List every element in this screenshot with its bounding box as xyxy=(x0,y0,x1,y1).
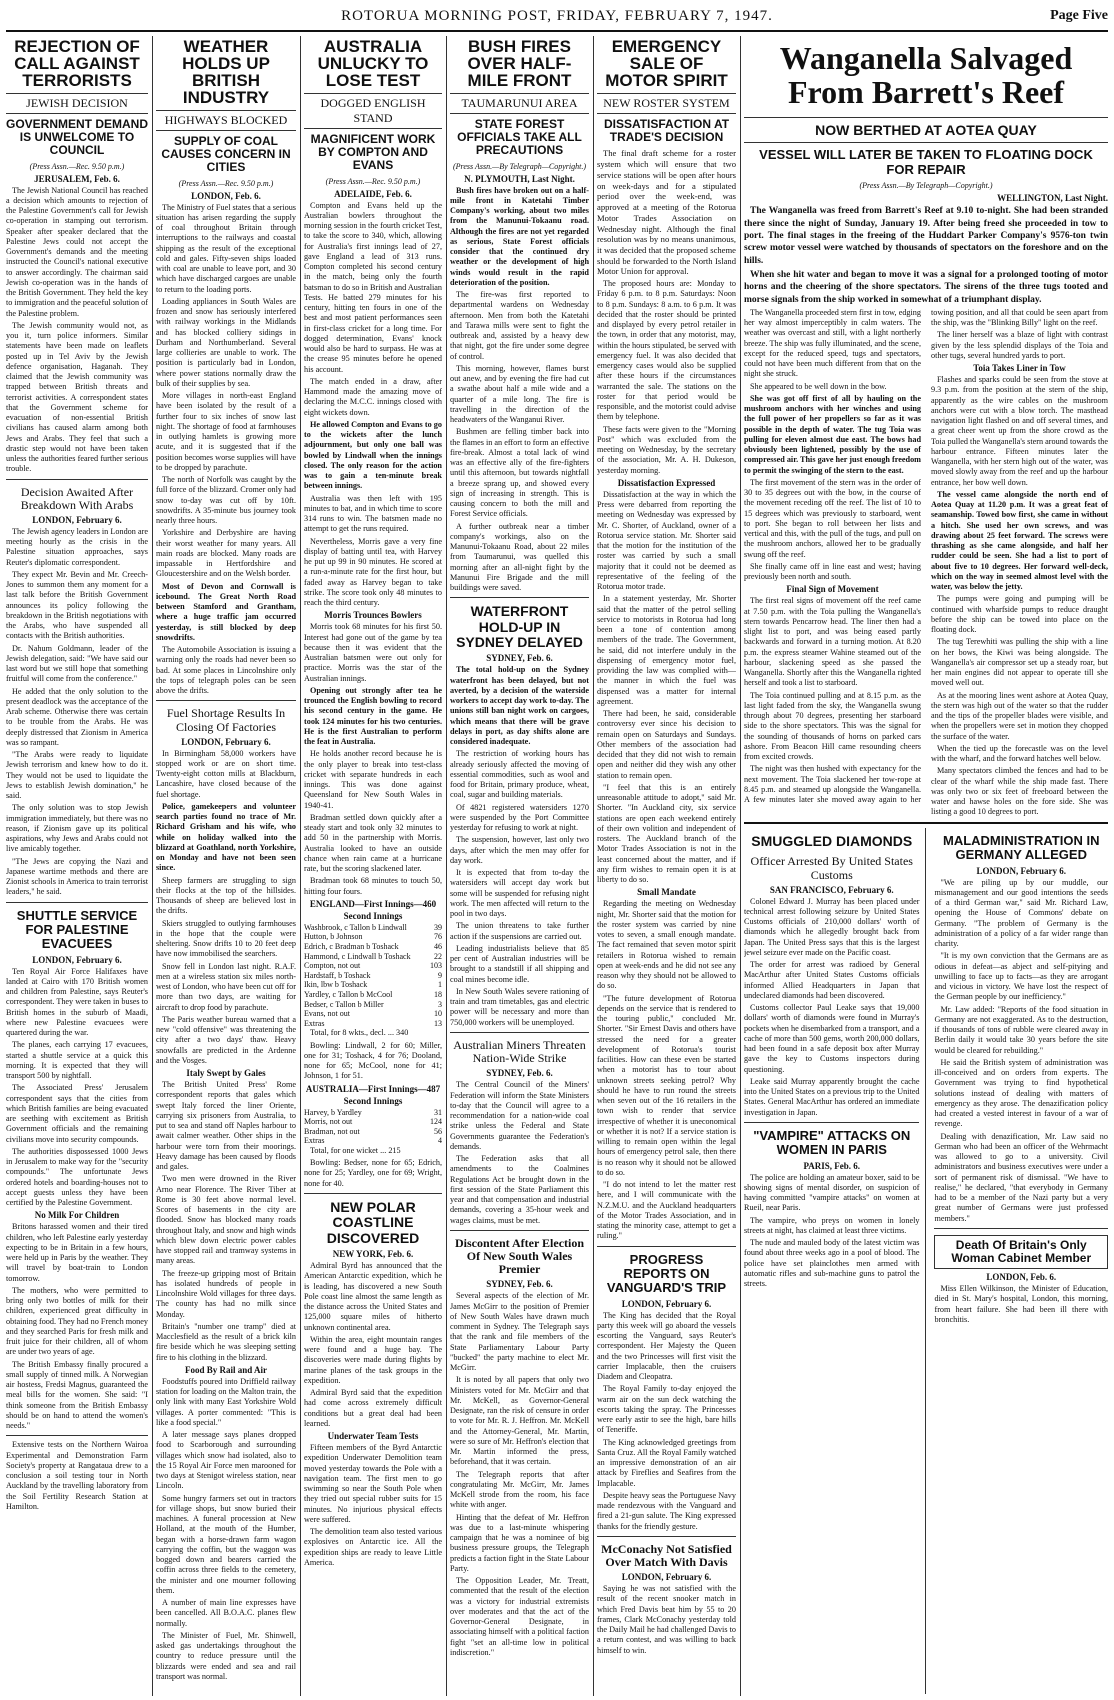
paragraph: Britain's "number one tramp" died at Macclesfield as the result of a brick kiln fire beside which he was sleeping setting fire to his clothing in the blizzard. xyxy=(156,1321,296,1362)
divider xyxy=(156,700,296,701)
paragraph: The pumps were going and pumping will be continued with wharfside pumps to reduce draught before the ship can be towed into place on the floating dock. xyxy=(931,594,1108,635)
paragraph: The authorities dispossessed 1000 Jews in Jerusalem to make way for the "security compounds." The unfortunate Jews ordered hotels and boarding-houses not to accept guests unless they have been certified by the Palestine Government. xyxy=(6,1146,148,1208)
article-subhead: NEW ROSTER SYSTEM xyxy=(597,93,736,114)
paragraph: Some hungry farmers set out in tractors for village shops, but snow buried their machines. A funeral procession at New Holland, at the mouth of the Humber, began with a horse-drawn farm wagon carrying the coffin, but the waggon was bogged down and bearers carried the coffin across three fields to the cemetery, the minister and one mourner following them. xyxy=(156,1493,296,1595)
paragraph: The Jewish National Council has reached a decision which amounts to rejection of the Palestine Government's call for Jewish co-operation in stamping out terrorism. Speaker after speaker declared that the Palestine Jews could not accept the Government's demands and the meeting instructed the Council's national executive to answer accordingly. The chairman said Jewish co-operation was in the hands of the British Government. They held the key to immigration and the peaceful solution of the Palestine problem. xyxy=(6,185,148,318)
article-subhead: TAUMARUNUI AREA xyxy=(450,93,589,114)
paragraph: Yorkshire and Derbyshire are having their worst weather for many years. All main roads are blocked. Many roads are impassable in Hertfordshire and Gloucestershire and on the Welsh border. xyxy=(156,528,296,579)
paragraph: Dr. Nahum Goldmann, leader of the Jewish delegation, said: "We have said our last word but we still hope that something fruitful will come from the conference." xyxy=(6,643,148,684)
runs: 22 xyxy=(434,951,442,961)
dateline: NEW YORK, Feb. 6. xyxy=(332,1249,414,1260)
batsman: Morris, not out xyxy=(304,1117,353,1127)
section-subhead: Morris Trounces Bowlers xyxy=(324,610,422,621)
paragraph: "I feel that this is an entirely unreasonable attitude to adopt," said Mr. Shorter. "In Auckland city, six service stations are open each weekend entirely of their own volition and independent of rosters. The Auckland branch of the Motor Trades Association is not in the least concerned about the matter, and if any firm wishes to remain open it is at liberty to do so. xyxy=(597,782,736,885)
runs: 18 xyxy=(434,989,442,999)
paragraph: It is noted by all papers that only two Ministers voted for Mr. McGirr and that Mr. McKell, as Governor-General Designate, ran the risk of censure in order to vote for Mr. R. J. Heffron. Mr. McKell and the Attorney-General, Mr. Martin, were so sure of Mr. Heffron's election that Mr. Martin informed the press, beforehand, that it was certain. xyxy=(450,1375,589,1467)
column-5 xyxy=(597,38,736,1694)
article-subhead: Fuel Shortage Results In Closing Of Factories xyxy=(166,706,286,734)
divider xyxy=(450,1032,589,1033)
paragraph: In Birmingham 58,000 workers have stopped work or are on short time. Twenty-eight cotton mills at Blackburn, Lancashire, have closed because of the fuel shortage. xyxy=(156,748,296,799)
paragraph: Skiers struggled to outlying farmhouses in the hope that the couple were sheltering. Snow drifts 10 to 20 feet deep have now immobilised the searchers. xyxy=(156,918,296,959)
masthead-title: ROTORUA MORNING POST, FRIDAY, FEBRUARY 7, 1947. xyxy=(341,8,773,24)
runs: 10 xyxy=(434,1009,442,1019)
paragraph: Leake said Murray apparently brought the cache into the United States on a previous trip to the United States. General MacArthur has ordered an immediate investigation in Japan. xyxy=(744,1076,920,1117)
paragraph: The Jewish agency leaders in London are meeting hourly as the crisis in the Palestine situation approaches, says Reuter's diplomatic correspondent. xyxy=(6,526,148,567)
section-subhead: Final Sign of Movement xyxy=(786,584,879,595)
article-subhead: Officer Arrested By United States Customs xyxy=(750,854,913,882)
score-row xyxy=(304,923,442,933)
dateline: LONDON, Feb. 6. xyxy=(986,1272,1057,1283)
article-headline: AUSTRALIA UNLUCKY TO LOSE TEST xyxy=(317,38,429,90)
paragraph: "The future development of Rotorua depends on the service that is rendered to the touring public," concluded Mr. Shorter. "Sir Ernest Davis and others have stressed the need for a greater development of Rotorua's tourist facilities. How can these even be started when a motorist has to tour about unknown streets seeking petrol? Why should he have to run round the streets when seven out of the 16 retailers in the town wish to render that service irrespective of whether it is uneconomical or whether it is not? If a service station is willing to remain open within the legal hours of emergency petrol sale, then there is no reason why it should not be allowed to do so. xyxy=(597,993,736,1177)
scorecard-total: Total, for one wicket ... 215 xyxy=(310,1145,401,1155)
paragraph: The tug Terewhiti was pulling the ship with a line on her bows, the Kiwi was being alongside. The Wanganella's air compressor set up a steady roar, but her main engines did not appear to operate till she moved well out. xyxy=(931,637,1108,688)
germany-story xyxy=(934,828,1108,1694)
paragraph: The Jewish community would not, as you it, turn police informers. Similar statements have been made on leaflets posted up in Tel Aviv by the Jewish defence organisation, Haganah. They claimed that the Jewish community was trapped between British threats and terrorist activities. A correspondent states that the Government scheme for evacuation of non-essential British civilians has caused alarm among both Jews and Arabs. They feel that such a drastic step would not have been taken unless the authorities feared further serious trouble. xyxy=(6,320,148,474)
column-rule xyxy=(593,36,594,1696)
paragraph: The planes, each carrying 17 evacuees, started a shuttle service at a quick this morning. It is expected that they will transport 500 by nightfall. xyxy=(6,1040,148,1081)
paragraph: The fire-was first reported to departmental wardens on Wednesday afternoon. Men from both the Katetahi and Tarawa mills were sent to fight the outbreak and, assisted by a heavy dew that night, got the fire under some degree of control. xyxy=(450,290,589,361)
paragraph: Mr. Law added: "Reports of the food situation in Germany are not exaggerated. As to the destruction, if thousands of tons of rubble were cleared away in Berlin daily it would take 30 years before the site would be cleared for rebuilding." xyxy=(934,1004,1108,1055)
scorecard-total: Total, for 8 wkts., decl. ... 340 xyxy=(310,1028,409,1038)
article-deck: DISSATISFACTION AT TRADE'S DECISION xyxy=(603,117,730,145)
bowling-figures: Bowling: Bedser, none for 65; Edrich, none for 25; Yardley, one for 69; Wright, none for 40. xyxy=(304,1158,442,1188)
dateline: SYDNEY, Feb. 6. xyxy=(486,653,553,664)
runs: 1 xyxy=(438,980,442,990)
scorecard-subtitle: Second Innings xyxy=(343,1095,403,1106)
paragraph: The order for arrest was radioed by General MacArthur after United States Customs officials informed Allied Headquarters in Japan that undeclared diamonds had been discovered. xyxy=(744,960,920,1000)
score-row xyxy=(304,1108,442,1118)
column-rule xyxy=(446,36,447,1696)
runs: 3 xyxy=(438,999,442,1009)
article-subhead: JEWISH DECISION xyxy=(6,93,148,114)
lead-deck: NOW BERTHED AT AOTEA QUAY xyxy=(815,122,1037,139)
score-row xyxy=(304,942,442,952)
paragraph: The Federation asks that all amendments to the Coalmines Regulations Act be brought down in the first session of the State Parliament this year and that compensation and industrial demands, covering a 35-hour week and wages claims, must be met. xyxy=(450,1154,589,1225)
paragraph: She was got off first of all by hauling on the mushroom anchors with her winches and using the full power of her propellers so far as it was possible in the depth of water. The tug Toia was pulling for eleven almost due east. The bows had obviously been lightened, possibly by the use of compressed air. This gave her just enough freedom to permit the swinging of the stern to the east. xyxy=(744,393,921,475)
paragraph: Morris took 68 minutes for his first 50. Interest had gone out of the game by tea because then it was evident that the Australian batsmen were out only for practice. Morris was the star of the Australian innings. xyxy=(304,622,442,683)
paragraph: Bradman settled down quickly after a steady start and took only 32 minutes to add 50 in the partnership with Morris. Australia looked to have an outside chance when rain came at a hurricane rate, but the scoring slackened later. xyxy=(304,812,442,874)
paragraph: Two men were drowned in the River Arno near Florence. The River Tiber at Rome is 30 feet above normal level. Scores of basements in the city are flooded. Snow has blocked many roads throughout Italy, and snow and high winds which blew down electric power cables have stopped rail and tramway systems in many areas. xyxy=(156,1174,296,1266)
page-number: Page Five xyxy=(1050,8,1108,23)
dateline: LONDON, February 6. xyxy=(621,1572,712,1583)
divider xyxy=(6,479,148,480)
runs: 4 xyxy=(438,1136,442,1146)
lead-deck: VESSEL WILL LATER BE TAKEN TO FLOATING DOCK FOR REPAIR xyxy=(759,147,1093,178)
score-row xyxy=(304,1000,442,1010)
article-headline: SMUGGLED DIAMONDS xyxy=(751,832,913,849)
paragraph: Despite heavy seas the Portuguese Navy made rendezvous with the Vanguard and fired a 21-gun salute. The King expressed thanks for the friendly gesture. xyxy=(597,1490,736,1531)
paragraph: In a statement yesterday, Mr. Shorter said that the matter of the petrol selling service to motorists in Rotorua had long been a tone of contention among members of the trade. The Government, he said, did not interfere unduly in the dispensing of emergency motor fuel, providing the law was complied with—the manner in which the fuel was dispensed was a matter for internal agreement. xyxy=(597,594,736,706)
scorecard-title: ENGLAND—First Innings—460 xyxy=(309,898,437,909)
batsman: Washbrook, c Tallon b Lindwall xyxy=(304,922,407,932)
divider xyxy=(597,1246,736,1247)
byline: (Press Assn.—By Telegraph—Copyright.) xyxy=(452,161,587,171)
paragraph: Dealing with denazification, Mr. Law said no German who had been an officer of the Wehrmacht was allowed to go to a university. Civil administrators and business executives were under a sort of permanent risk of dismissal. "We have to realise," he declared, "that everybody in Germany had to be a member of the Nazi party but a very great number of Germans were just professed members." xyxy=(934,1131,1108,1223)
runs: 13 xyxy=(434,1018,442,1028)
dateline: WELLINGTON, Last Night. xyxy=(997,193,1108,204)
paragraph: "It is my own conviction that the Germans are as odious in defeat—as abject and self-pitying and unwilling to face up to facts—as they are arrogant and vicious in victory. We have lost the respect of the German people by our inefficiency." xyxy=(934,951,1108,1002)
section-subhead: Dissatisfaction Expressed xyxy=(617,477,716,488)
divider xyxy=(744,1122,919,1123)
divider xyxy=(744,822,1108,824)
scorecard-england xyxy=(304,923,442,1029)
score-row xyxy=(304,1009,442,1019)
score-row xyxy=(304,932,442,942)
batsman: Hutton, b Johnson xyxy=(304,932,363,942)
section-subhead: Toia Takes Liner in Tow xyxy=(973,363,1066,374)
score-row xyxy=(304,1019,442,1029)
paragraph: Australia was then left with 195 minutes to bat, and in which time to score 314 runs to win. The batsmen made no attempt to get the runs required. xyxy=(304,493,442,534)
paragraph: Dissatisfaction at the way in which the Press were debarred from reporting the meeting on Wednesday was expressed by Mr. C. Shorter, of Auckland, owner of a Rotorua service station. Mr. Shorter said that the motion for the institution of the roster was carried by such a small majority that it could not be deemed as representative of the feeling of the Rotorua motor trade. xyxy=(597,489,736,592)
paragraph: The Telegraph reports that after congratulating Mr. McGirr, Mr. James McKell strode from the room, his face white with anger. xyxy=(450,1469,589,1510)
batsman: Ikin, lbw b Toshack xyxy=(304,980,368,990)
runs: 31 xyxy=(434,1107,442,1117)
runs: 9 xyxy=(438,970,442,980)
paragraph: The north of Norfolk was caught by the full force of the blizzard. Cromer only had snow to-day was cut off by 10ft. snowdrifts. A 35-minute bus journey took nearly three hours. xyxy=(156,475,296,526)
paragraph: Saying he was not satisfied with the result of the recent snooker match in which Fred Davis beat him by 55 to 20 frames, Clark McConachy yesterday told the Daily Mail he had challenged Davis to a return contest, and was willing to back himself to win. xyxy=(597,1584,736,1655)
article-headline: PROGRESS REPORTS ON VANGUARD'S TRIP xyxy=(606,1251,727,1296)
paragraph: A later message says planes dropped food to Scarborough and surrounding villages which snow had isolated, also to the 15 Royal Air Force men marooned for two days at Stenigot wireless station, near Lincoln. xyxy=(156,1430,296,1491)
column-rule xyxy=(740,36,741,1696)
divider xyxy=(6,1435,148,1436)
divider xyxy=(934,1228,1108,1229)
paragraph: The vessel came alongside the north end of Aotea Quay at 11.20 p.m. It was a great feat of seamanship. Towed bow first, she came in without a hitch. She used her own screws, and was drawing about 25 feet forward. The screws were thrashing as she came alongside, and half her rudder could be seen. She had a list to port of about five to 10 degrees. Her forward well-deck, which on the way in seemed almost level with the water, was below the jetty. xyxy=(931,489,1108,592)
article-subhead: Discontent After Election Of New South Wales Premier xyxy=(454,1235,585,1277)
paragraph: The freeze-up gripping most of Britain has isolated hundreds of people in Lincolnshire Wold villages for three days. The county has had no milk since Monday. xyxy=(156,1268,296,1319)
lead-body xyxy=(744,308,1108,818)
article-headline: WEATHER HOLDS UP BRITISH INDUSTRY xyxy=(182,38,270,107)
runs: 56 xyxy=(434,1126,442,1136)
section-subhead: Food By Rail and Air xyxy=(184,1364,267,1375)
article-subhead: DOGGED ENGLISH STAND xyxy=(304,93,442,129)
article-headline: NEW POLAR COASTLINE DISCOVERED xyxy=(326,1198,420,1246)
column-4 xyxy=(450,38,589,1694)
paragraph: Britons harassed women and their tired children, who left Palestine early yesterday expecting to be in Britain in a few hours, were held up in Paris by the weather. They will travel by boat-train to London tomorrow. xyxy=(6,1222,148,1283)
article-headline: WATERFRONT HOLD-UP IN SYDNEY DELAYED xyxy=(456,603,583,651)
paragraph: He allowed Compton and Evans to go to the wickets after the lunch adjournment, but only one ball was bowled by Lindwall when the innings closed. The only reason for the action was to gain a ten-minute break between innings. xyxy=(304,419,442,491)
batsman: Hardstaff, b Toshack xyxy=(304,970,371,980)
lead-headline: Wanganella Salvaged From Barrett's Reef xyxy=(779,40,1073,110)
batsman: Bedser, c Tallon b Miller xyxy=(304,999,384,1009)
paragraph: The Ministry of Fuel states that a serious situation has arisen regarding the supply of coal throughout Britain through interruptions to the railways and coastal shipping as the result of the exceptional cold and gales. Fifty-seven ships loaded with coal are unable to leave port, and 30 which have discharged cargoes are unable to return to the loading ports. xyxy=(156,202,296,294)
paragraph: Snow fell in London last night. R.A.F. men at a wireless station six miles north-west of London, who have been cut off for more than two days, are waiting for aircraft to drop food by parachute. xyxy=(156,961,296,1012)
article-headline: Death Of Britain's Only Woman Cabinet Member xyxy=(934,1235,1108,1269)
lower-stories xyxy=(744,828,1108,1694)
paragraph: This morning, however, flames burst out anew, and by evening the fire had cut a swathe about half a mile wide and a quarter of a mile long. The fire is travelling in the direction of the headwaters of the Wanganui River. xyxy=(450,363,589,425)
bowling-figures: Bowling: Lindwall, 2 for 60; Miller, one for 31; Toshack, 4 for 76; Dooland, none for 65; McCool, none for 41; Johnson, 1 for 51. xyxy=(304,1040,442,1081)
paragraph: A number of main line expresses have been cancelled. All B.O.A.C. planes flew normally. xyxy=(156,1598,296,1628)
paragraph: The nude and mauled body of the latest victim was found about three weeks ago in a pool of blood. The police have set plainclothes men armed with automatic rifles and sub-machine guns to patrol the streets. xyxy=(744,1238,920,1289)
column-2 xyxy=(156,38,296,1694)
article-subhead: HIGHWAYS BLOCKED xyxy=(156,110,296,131)
paragraph: The King has decided that the Royal party this week will go aboard the vessels escorting the Vanguard, says Reuter's correspondent. Her Majesty the Queen and the two Princesses will first visit the carrier Implacable, then the cruisers Diadem and Cleopatra. xyxy=(597,1310,736,1382)
dateline: LONDON, February 6. xyxy=(32,514,122,525)
paragraph: Of 4821 registered watersiders 1270 were suspended by the Port Committee yesterday for refusing to work at night. xyxy=(450,802,589,833)
paragraph: The restriction of working hours has already seriously affected the moving of essential commodities, such as wool and food for Britain, primary produce, wheat, coal, sugar and building materials. xyxy=(450,749,589,800)
paragraph: Ten Royal Air Force Halifaxes have landed at Cairo with 170 British women and children from Palestine, says Reuter's correspondent. They were taken in buses to British homes in the suburb of Maadi, where new Palestine evacuees were quartered during the war. xyxy=(6,966,148,1038)
paragraph: The Minister of Fuel, Mr. Shinwell, asked gas undertakings throughout the country to reduce pressure until the blizzards were ended and sea and rail transport was normal. xyxy=(156,1630,296,1681)
dateline: LONDON, February 6. xyxy=(32,954,122,965)
batsman: Extras xyxy=(304,1136,325,1146)
paragraph: Colonel Edward J. Murray has been placed under technical arrest following seizure by United States Customs officials of 210,000 dollars' worth of diamonds which he allegedly brought back from Japan. The United Press says that this is the largest jewel seizure ever made on the Pacific coast. xyxy=(744,896,920,957)
dateline: LONDON, February 6. xyxy=(621,1298,712,1309)
lead-paragraph: Bush fires have broken out on a half-mile front in Katetahi Timber Company's working, about two miles from the Manunui-Tokaanu road. Although the fires are not yet regarded as serious, State Forest officials consider that the continued dry weather or the development of high winds would result in the rapid deterioration of the position. xyxy=(450,185,589,287)
paragraph: Loading appliances in South Wales are frozen and snow has seriously interfered with railway workings in the Midlands and has blocked colliery sidings in Durham and Northumberland. Several large collieries are unable to work. The position is particularly bad in London, where power stations normally draw the bulk of their supplies by sea. xyxy=(156,296,296,388)
paragraph: Sheep farmers are struggling to sign their flocks at the top of the hillsides. Thousands of sheep are believed lost in the drifts. xyxy=(156,875,296,916)
divider xyxy=(450,597,589,598)
runs: 76 xyxy=(434,932,442,942)
paragraph: The proposed hours are: Monday to Friday 6 p.m. to 8 p.m. Saturdays: Noon to 8 p.m. Sundays: 8 a.m. to 6 p.m. It was decided that the roster should be printed and displayed by every petrol retailer in the town, in order that any motorist, may, within the hours stipulated, be served with emergency fuel. It was also decided that emergency cases would also be supplied after these hours if the circumstances warranted the sale. The stations on the roster for that period would be responsible, and the motorist could advise them by telephone. xyxy=(597,279,736,422)
paragraph: The Royal Family to-day enjoyed the warm air on the sun deck watching the escorts taking the spray. The Princesses were early astir to see the high, bare hills of Teneriffe. xyxy=(597,1384,736,1435)
paragraph: Admiral Byrd said that the expedition had come across extremely difficult conditions but a great deal had been learned. xyxy=(304,1388,442,1428)
article-deck: GOVERNMENT DEMAND IS UNWELCOME TO COUNCIL xyxy=(6,117,148,158)
dateline: SYDNEY, Feb. 6. xyxy=(486,1279,553,1290)
divider xyxy=(744,142,1108,143)
paragraph: The Paris weather bureau warned that a new "cold offensive" was threatening the city after a two days' thaw. Heavy snowfalls are predicted in the Ardenne and the Vosges. xyxy=(156,1014,296,1065)
column-rule xyxy=(300,36,301,1696)
batsman: Hammond, c Lindwall b Toshack xyxy=(304,951,411,961)
section-subhead: Small Mandate xyxy=(637,887,696,898)
runs: 124 xyxy=(430,1117,442,1127)
paragraph: Fifteen members of the Byrd Antarctic expedition Underwater Demolition team moved yesterday towards the Pole with a navigation team. The first men to go swimming so near the South Pole when they tried out special rubber suits for 15 minutes. No injurious physical effects were suffered. xyxy=(304,1443,442,1524)
dateline: N. PLYMOUTH, Last Night. xyxy=(464,173,575,184)
paragraph: Compton and Evans held up the Australian bowlers throughout the morning session in the fourth cricket Test, to take the score to 340, which, allowing for Australia's first innings lead of 27, gave England a lead of 313 runs. Compton completed his second century in the match, being only the fourth batsman to do so in British and Australian Tests. He batted 279 minutes for his century, hitting ten fours in one of the best and most patient performances seen in first-class cricket for a long time. For dogged determination, Evans' knock would also be hard to surpass. He was at the crease 95 minutes before he opened his account. xyxy=(304,200,442,374)
paragraph: Several aspects of the election of Mr. James McGirr to the position of Premier of New South Wales have drawn much comment in Sydney. The Telegraph says that the rank and file members of the State Parliamentary Labour Party "bucked" the party machine to elect Mr. McGirr. xyxy=(450,1291,589,1373)
score-row xyxy=(304,971,442,981)
article-deck: STATE FOREST OFFICIALS TAKE ALL PRECAUTIONS xyxy=(457,117,582,158)
article-deck: SUPPLY OF COAL CAUSES CONCERN IN CITIES xyxy=(161,134,291,175)
score-row xyxy=(304,961,442,971)
scorecard-title: AUSTRALIA—First Innings—487 xyxy=(305,1083,441,1094)
dateline: ADELAIDE, Feb. 6. xyxy=(334,188,412,199)
paragraph: The King acknowledged greetings from Santa Cruz. All the Royal Family watched an impressive demonstration of an air attack by Fireflies and Seafires from the Implacable. xyxy=(597,1437,736,1488)
paragraph: The mothers, who were permitted to bring only two bottles of milk for their children, experienced great difficulty in obtaining food. They had no French money and they searched Paris for fresh milk and fruit juice for their children, all of whom are under two years of age. xyxy=(6,1285,148,1357)
paragraph: A further outbreak near a timber company's workings, also on the Manunui-Tokaanu Road, about 22 miles from Taumarunui, was quelled this morning after an all-night fight by the Manunui Fire Brigade and the mill buildings were saved. xyxy=(450,521,589,593)
paragraph: "The Arabs were ready to liquidate Jewish terrorism and knew how to do it. They would not be used to liquidate the Jews to establish Jewish domination," he said. xyxy=(6,750,148,801)
article-subhead: Australian Miners Threaten Nation-Wide Strike xyxy=(453,1037,586,1066)
dateline: SYDNEY, Feb. 6. xyxy=(486,1068,553,1079)
paragraph: The vampire, who preys on women in lonely streets at night, has claimed at least three victims. xyxy=(744,1215,920,1235)
batsman: Evans, not out xyxy=(304,1009,350,1019)
batsman: Edrich, c Bradman b Toshack xyxy=(304,942,399,951)
paragraph: Admiral Byrd has announced that the American Antarctic expedition, which he is leading, has discovered a new South Pole coast line almost the same length as the distance across the United States and 125,000 square miles of hitherto unknown continental area. xyxy=(304,1261,442,1332)
scorecard-australia xyxy=(304,1108,442,1146)
batsman: Extras xyxy=(304,1018,325,1028)
batsman: Yardley, c Tallon b McCool xyxy=(304,989,393,999)
dateline: PARIS, Feb. 6. xyxy=(803,1160,861,1171)
section-subhead: Italy Swept by Gales xyxy=(186,1068,266,1079)
paragraph: Extensive tests on the Northern Wairoa Experimental and Demonstration Farm Society's property at Rangataua drew to a conclusion a soil testing tour in North Auckland by the travelling laboratory from the Soil Fertility Research Station at Hamilton. xyxy=(6,1440,148,1511)
paragraph: He holds another record because he is the only player to break into test-class cricket with separate hundreds in each innings. This was done against Queensland for New South Wales in 1940-41. xyxy=(304,749,442,810)
paragraph: Police, gamekeepers and volunteer search parties found no trace of Mr. Richard Grisham and his wife, who while on holiday walked into the blizzard at Goathland, north Yorkshire, on Monday and have not been seen since. xyxy=(156,801,296,873)
lead-paragraph: The Wanganella was freed from Barrett's Reef at 9.10 to-night. She had been stranded there since the night of Sunday, January 19. After being freed she proceeded in tow to port. The final stages in the freeing of the Huddart Parker Company's 9576-ton twin screw motor vessel were watched by thousands of spectators on the foreshore and on the hills. xyxy=(744,206,1108,266)
paragraph: "We are piling up by our muddle, our mismanagement and our good intentions the seeds of a third German war," said Mr. Richard Law, opening the House of Commons' debate on Germany. "The problem of Germany is the administration of a policy of a far wider range than charity. xyxy=(934,877,1108,949)
paragraph: The Opposition Leader, Mr. Treatt, commented that the result of the election was a victory for industrial extremists over moderates and that the act of the Governor-General Designate, in associating himself with a political faction fight "set an all-time low in political indiscretion." xyxy=(450,1576,589,1657)
paragraph: Customs collector Paul Leake says that 19,000 dollars' worth of diamonds were found in Murray's pockets when he disembarked from a transport, and a cache of more than 500 gems, worth 200,000 dollars, had been found in a safe deposit box after Murray gave the key to Customs inspectors during questioning. xyxy=(744,1003,920,1074)
paragraph: She appeared to be well down in the bow. xyxy=(750,381,887,391)
paragraph: Within the area, eight mountain ranges were found and a huge bay. The discoveries were made during flights by marine planes of the task groups in the expedition. xyxy=(304,1334,442,1385)
paragraph: Hinting that the defeat of Mr. Heffron was due to a last-minute whispering campaign that he was a nominee of big business pressure groups, the Telegraph predicts a faction fight in the State Labour Party. xyxy=(450,1512,589,1573)
score-row xyxy=(304,1136,442,1146)
runs: 46 xyxy=(434,942,442,951)
section-subhead: No Milk For Children xyxy=(34,1210,120,1221)
score-row xyxy=(304,952,442,962)
batsman: Bradman, not out xyxy=(304,1126,360,1136)
paragraph: Leading industrialists believe that 85 per cent of Australian industries will be brought to a standstill if all shipping and coal mines become idle. xyxy=(450,943,589,984)
paragraph: Foodstuffs poured into Driffield railway station for loading on the Malton train, the only link with many East Yorkshire Wold villages. A porter commented: "This is like a food special." xyxy=(156,1376,296,1427)
article-subhead: McConachy Not Satisfied Over Match With Davis xyxy=(601,1541,732,1570)
column-rule xyxy=(152,36,153,1696)
article-headline: REJECTION OF CALL AGAINST TERRORISTS xyxy=(14,38,140,90)
paragraph: He said the British system of administration was ill-conceived and on orders from experts. The Government was trying to find hypothetical solutions instead of dealing with matters of emergency as they arose. The denazification policy had created a vested interest in favour of a war of revenge. xyxy=(934,1057,1108,1129)
batsman: Compton, not out xyxy=(304,961,361,971)
paragraph: "I do not intend to let the matter rest here, and I will communicate with the N.Z.M.U. and the Auckland headquarters of the Motor Trades Association, and in stating the minority case, attempt to get a ruling." xyxy=(597,1180,736,1241)
paragraph: The British United Press' Rome correspondent reports that gales which swept Italy forced the liner Oriente, carrying six prisoners from Australia, to put to sea and stand off Naples harbour to await calmer weather. Other ships in the harbour were torn from their moorings. Heavy damage has been caused by floods and gales. xyxy=(156,1080,296,1172)
page-header xyxy=(6,6,1108,32)
dateline: LONDON, February 6. xyxy=(181,736,271,747)
article-headline: EMERGENCY SALE OF MOTOR SPIRIT xyxy=(605,38,728,90)
paragraph: The liner herself was a blaze of light with contrast given by the less splendid displays of the Toia and other tugs, several hundred yards to port. xyxy=(931,330,1108,360)
paragraph: The Central Council of the Miners' Federation will inform the State Ministers to-day that the Council will agree to a recommendation for a nation-wide coal strike unless the Federal and State Governments guarantee the Federation's demands. xyxy=(450,1080,589,1151)
paragraph: The union threatens to take further action if the suspensions are carried out. xyxy=(450,921,589,941)
article-deck: MAGNIFICENT WORK BY COMPTON AND EVANS xyxy=(310,132,436,173)
lead-paragraph: The total hold-up on the Sydney waterfront has been delayed, but not averted, by a decision of the waterside workers to accept day work to-day. The unions still ban night work on cargoes, which means that there will be grave delays in port, as day shifts alone are considered inadequate. xyxy=(450,665,589,747)
runs: 39 xyxy=(434,922,442,932)
paragraph: Most of Devon and Cornwall is icebound. The Great North Road between Stamford and Grantham, where a huge traffic jam occurred yesterday, is still blocked by deep snowdrifts. xyxy=(156,581,296,642)
byline: (Press Assn.—Rec. 9.50 p.m.) xyxy=(178,178,274,188)
paragraph: When the tied up the forecastle was on the level with the wharf, and the forward hatches well below. xyxy=(931,743,1108,764)
paragraph: It is expected that from to-day the watersiders will accept day work but some will be suspended for refusing night work. The men affected will return to the pool in two days. xyxy=(450,868,589,919)
paragraph: The first real signs of movement off the reef came at 7.50 p.m. with the Toia pulling the Wanganella's stern towards Pencarrow head. The liner then had a slight list to port, and was being eased partly backwards and forward in a turning motion. At 8.20 p.m. the express steamer Wahine steamed out of the harbour, slackening speed as she passed the Wanganella. Shortly after this the Wanganella righted herself and took a list to starboard. xyxy=(744,596,921,688)
paragraph: The British Embassy finally procured a small supply of tinned milk. A Norwegian air hostess, Fredsi Magnus, guaranteed the meal bills for the women. She said: "I think someone from the British Embassy should be on hand to attend the women's needs." xyxy=(6,1359,148,1431)
dateline: LONDON, Feb. 6. xyxy=(191,190,261,201)
lead-paragraph: The final draft scheme for a roster system which will ensure that two service stations will be open after hours on week-days and for a stipulated period over the week-end, was approved at a meeting of the Rotorua Motor Trades Association on Wednesday night. Although the final resolution was by no means unanimous, it was decided that the proposed scheme should be forwarded to the North Island Motor Union for approval. xyxy=(597,148,736,277)
lead-intro xyxy=(744,205,1108,306)
byline: (Press Assn.—By Telegraph—Copyright.) xyxy=(859,181,993,191)
section-subhead: Underwater Team Tests xyxy=(327,1431,419,1442)
paragraph: The demolition team also tested various explosives on Antarctic ice. All the expedition ships are ready to leave Little America. xyxy=(304,1527,442,1567)
paragraph: The only solution was to stop Jewish immigration immediately, but there was no reason, if Zionism gave up its political aspirations, why Jews and Arabs could not live amicably together. xyxy=(6,803,148,854)
lead-paragraph: When she hit water and began to move it was a signal for a prolonged tooting of motor horns and the cheering of the shore spectators. The sirens of the three tugs tooted and morse signals from the ship worked in somewhat of a triumphant display. xyxy=(744,269,1108,305)
paragraph: The suspension, however, last only two days, after which the men may offer for day work. xyxy=(450,835,589,865)
divider xyxy=(744,117,1108,118)
score-row xyxy=(304,990,442,1000)
paragraph: Opening out strongly after tea he trounced the English bowling to record his second century in the game. He took 124 minutes for his two centuries. He is the first Australian to perform the feat in Australia. xyxy=(304,685,442,747)
column-3 xyxy=(304,38,442,1694)
divider xyxy=(6,902,148,903)
paragraph: Regarding the meeting on Wednesday night, Mr. Shorter said that the motion for the roster system was carried by nine votes to seven, a small enough mandate. The fact remained that seven motor spirit retailers in Rotorua wished to remain open at week-ends and he did not see any reason why they should not be allowed to do so. xyxy=(597,899,736,991)
score-row xyxy=(304,1127,442,1137)
paragraph: Miss Ellen Wilkinson, the Minister of Education, died in St. Mary's hospital, London, this morning, from heart failure. She had been ill there with bronchitis. xyxy=(934,1284,1108,1324)
score-row xyxy=(304,980,442,990)
dateline: JERUSALEM, Feb. 6. xyxy=(34,173,120,184)
paragraph: There had been, he said, considerable controversy ever since his decision to remain open on Saturdays and Sundays. Other members of the association had decided that they did not wish to remain open and neither did they wish any other station to remain open. xyxy=(597,709,736,780)
byline: (Press Assn.—Rec. 9.50 p.m.) xyxy=(325,176,421,186)
dateline: SAN FRANCISCO, February 6. xyxy=(769,884,894,895)
divider xyxy=(450,1230,589,1231)
paragraph: Flashes and sparks could be seen from the stove at 9.3 p.m. from the position at the stern of the ship, apparently as the wire cables on the mushroom anchors were cut with a blow torch. The masthead navigation light flashed on and off several times, and a great cheer went up from the shore crowd as the Toia pulled the Wanganella's stern around towards the harbour entrance. Fifteen minutes later the Wanganella, with her stern high out of the water, was moved slowly away from the reef and up the harbour entrance, her bow well down. xyxy=(931,375,1108,487)
paragraph: The Automobile Association is issuing a warning only the roads had never been so bad. At some places in Lincolnshire only the tops of telegraph poles can be seen above the drifts. xyxy=(156,645,296,696)
paragraph: The Wanganella proceeded stern first in tow, edging her way almost imperceptibly in calm waters. The weather was overcast and still, with a light northerly breeze. The ship was fully illuminated, and the scene, except for the reduced speed, tugs and spectators, could not have been much different from that on the night she struck. xyxy=(744,307,921,379)
paragraph: These facts were given to the "Morning Post" which was excluded from the meeting on Wednesday, by the secretary of the association, Mr. A. H. Dukeson, yesterday morning. xyxy=(597,424,736,475)
scorecard-subtitle: Second Innings xyxy=(343,910,403,921)
divider xyxy=(597,1536,736,1537)
paragraph: "The Jews are copying the Nazi and Japanese wartime methods and there are Zionist schools in America to train terrorist leaders," he said. xyxy=(6,856,148,897)
score-row xyxy=(304,1117,442,1127)
paragraph: The Associated Press' Jerusalem correspondent says that the cities from which British families are being evacuated are seething with excitement as British Government officials and the remaining civilians move into security compounds. xyxy=(6,1083,148,1144)
byline: (Press Assn.—Rec. 9.50 p.m.) xyxy=(29,161,125,171)
paragraph: The first movement of the stern was in the order of 30 to 35 degrees out with the bow, in the course of the movement receding off the reef. The list of 10 to 15 degrees which was previously to starboard, went to port. She began to roll between her lists and vertical and this, with the pull of the tugs, and pull on the mushroom anchors, allowed her to be gradually swung off the reef. xyxy=(744,477,921,559)
column-1 xyxy=(6,38,148,1694)
paragraph: The night was then hushed with expectancy for the next movement. The Toia slackened her tow-rope at 8.45 p.m. and steamed up alongside the Wanganella. A few minutes later she moved away again to her towing position, and all that could be seen apart from the ship, was the "Blinking Billy" light on the reef. xyxy=(744,307,1108,805)
paragraph: More villages in north-east England have been isolated by the result of a further four to six inches of snow last night. The shortage of food at farmhouses in outlying hamlets is growing more acute, and it is suggested that if the position becomes worse supplies will have to be dropped by parachute. xyxy=(156,391,296,472)
paragraph: Nevertheless, Morris gave a very fine display of batting until tea, with Harvey he put up 99 in 90 minutes. He scored at a run-a-minute rate for the first hour, but faded away as Harvey began to take strike. The score took only 48 minutes to reach the third century. xyxy=(304,536,442,608)
paragraph: He added that the only solution to the present deadlock was the acceptance of the Arab scheme. Otherwise there was certain to be trouble from the Arabs. He was deeply distressed that Zionism in America was so rampant. xyxy=(6,686,148,747)
paragraph: The match ended in a draw, after Hammond made the amazing move of declaring the M.C.C. innings closed with eight wickets down. xyxy=(304,376,442,417)
article-subhead: Decision Awaited After Breakdown With Arabs xyxy=(20,484,134,512)
batsman: Harvey, b Yardley xyxy=(304,1107,362,1117)
runs: 103 xyxy=(430,961,442,971)
paragraph: They expect Mr. Bevin and Mr. Creech-Jones to summon them any moment for a last talk before the British Government announces its policy following the breakdown in the British negotiations with the Arabs, who have suspended all contacts with the British authorities. xyxy=(6,569,148,641)
paragraph: As at the mooring lines went ashore at Aotea Quay, the stern was high out of the water so that the rudder and the tips of the propeller blades were visible, and when the propellers were set in motion they chopped the surface of the water. xyxy=(931,690,1108,741)
divider xyxy=(304,1193,442,1194)
paragraph: The Toia continued pulling and at 8.15 p.m. as the last light faded from the sky, the Wanganella swung through about 70 degrees, presenting her starboard side to the shore spectators. This was the signal for the sounding of thousands of horns on parked cars ashore. From Beacon Hill came resounding cheers from excited crowds. xyxy=(744,690,921,762)
smuggled-diamonds-story xyxy=(744,828,926,1694)
lead-story-area xyxy=(744,38,1108,1694)
article-headline: SHUTTLE SERVICE FOR PALESTINE EVACUEES xyxy=(16,907,138,952)
paragraph: In New South Wales severe rationing of train and tram timetables, gas and electric power will be necessary and more than 750,000 workers will be unemployed. xyxy=(450,986,589,1027)
dateline: LONDON, February 6. xyxy=(976,865,1066,876)
paragraph: The police are holding an amateur boxer, said to be showing signs of mental disorder, on suspicion of having committed "vampire attacks" on women at Rueil, near Paris. xyxy=(744,1172,920,1213)
paragraph: Many spectators climbed the fences and had to be clear of the wharf while the ship made fast. There was only two or six feet of freeboard between the water and hawse holes on the fore side. She was listing a good 10 degrees to port. xyxy=(931,766,1108,817)
paragraph: She finally came off in line east and west; having previously been north and south. xyxy=(744,561,921,582)
paragraph: Bradman took 68 minutes to touch 50, hitting four fours. xyxy=(304,876,442,896)
article-headline: MALADMINISTRATION IN GERMANY ALLEGED xyxy=(943,832,1100,863)
paragraph: Bushmen are felling timber back into the flames in an effort to form an effective fire-break. Almost a total lack of wind was an effective ally of the fire-fighters until this afternoon, but towards nightfall a breeze sprang up, and showed every sign of increasing in strength. This is causing concern to both the mill and Forest Service officials. xyxy=(450,427,589,519)
article-headline: "VAMPIRE" ATTACKS ON WOMEN IN PARIS xyxy=(753,1127,911,1158)
article-headline: BUSH FIRES OVER HALF-MILE FRONT xyxy=(467,38,572,90)
